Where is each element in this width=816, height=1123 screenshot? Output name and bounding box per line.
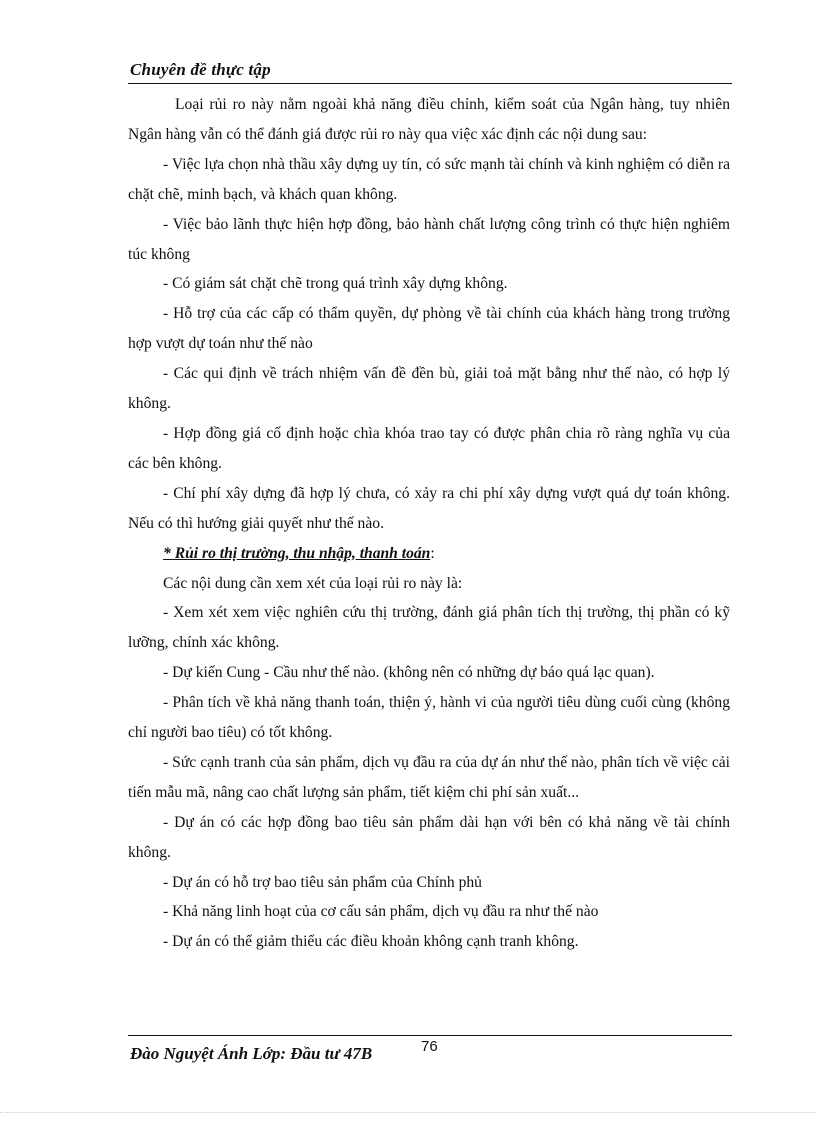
header-rule xyxy=(128,83,732,84)
page-number: 76 xyxy=(421,1038,438,1055)
paragraph-item: - Hỗ trợ của các cấp có thẩm quyền, dự phòng về tài chính của khách hàng trong trường hợp vượt dự toán như thế nào xyxy=(128,305,730,353)
section-item: - Xem xét xem việc nghiên cứu thị trường, đánh giá phân tích thị trường, thị phần có kỹ lưỡng, chính xác không. xyxy=(128,604,730,652)
paragraph-item: - Hợp đồng giá cố định hoặc chìa khóa trao tay có được phân chia rõ ràng nghĩa vụ của các bên không. xyxy=(128,424,730,472)
footer-author-class: Đào Nguyệt Ánh Lớp: Đầu tư 47B xyxy=(130,1044,373,1063)
section-heading: * Rủi ro thị trường, thu nhập, thanh toán xyxy=(163,544,431,562)
paragraph-item: - Việc bảo lãnh thực hiện hợp đồng, bảo hành chất lượng công trình có thực hiện nghiêm túc không xyxy=(128,215,730,263)
page-bottom-edge xyxy=(0,1112,816,1113)
section-heading-suffix: : xyxy=(430,544,435,562)
section-item: - Dự kiến Cung - Cầu như thế nào. (không nên có những dự báo quá lạc quan). xyxy=(163,664,655,682)
section-intro: Các nội dung cần xem xét của loại rủi ro này là: xyxy=(163,574,463,592)
section-heading-line xyxy=(128,539,730,569)
paragraph-item: - Các qui định về trách nhiệm vấn đề đền bù, giải toả mặt bằng như thế nào, có hợp lý không. xyxy=(128,365,730,413)
paragraph-intro: Loại rủi ro này nằm ngoài khả năng điều chỉnh, kiểm soát của Ngân hàng, tuy nhiên Ngân hàng vẫn có thể đánh giá được rủi ro này qua việc xác định các nội dung sau: xyxy=(128,96,730,143)
section-item: - Phân tích về khả năng thanh toán, thiện ý, hành vi của người tiêu dùng cuối cùng (không chỉ người bao tiêu) có tốt không. xyxy=(128,694,730,742)
paragraph-item: - Có giám sát chặt chẽ trong quá trình xây dựng không. xyxy=(163,275,508,293)
section-item: - Khả năng linh hoạt của cơ cấu sản phẩm, dịch vụ đầu ra như thế nào xyxy=(163,903,599,921)
section-item: - Dự án có các hợp đồng bao tiêu sản phẩm dài hạn với bên có khả năng về tài chính không. xyxy=(128,813,730,861)
footer-rule xyxy=(128,1035,732,1036)
paragraph-item: - Việc lựa chọn nhà thầu xây dựng uy tín, có sức mạnh tài chính và kinh nghiệm có diễn ra chặt chẽ, minh bạch, và khách quan không. xyxy=(128,155,730,203)
section-item: - Sức cạnh tranh của sản phẩm, dịch vụ đầu ra của dự án như thế nào, phân tích về việc cải tiến mẫu mã, nâng cao chất lượng sản phẩm, tiết kiệm chi phí sản xuất... xyxy=(128,753,730,801)
section-item: - Dự án có hỗ trợ bao tiêu sản phẩm của Chính phủ xyxy=(163,873,482,891)
paragraph-item: - Chí phí xây dựng đã hợp lý chưa, có xảy ra chi phí xây dựng vượt quá dự toán không. Nếu có thì hướng giải quyết như thế nào. xyxy=(128,484,730,532)
page-header-title: Chuyên đề thực tập xyxy=(130,60,271,79)
document-body xyxy=(128,90,730,957)
section-item: - Dự án có thể giảm thiểu các điều khoản không cạnh tranh không. xyxy=(163,933,579,951)
